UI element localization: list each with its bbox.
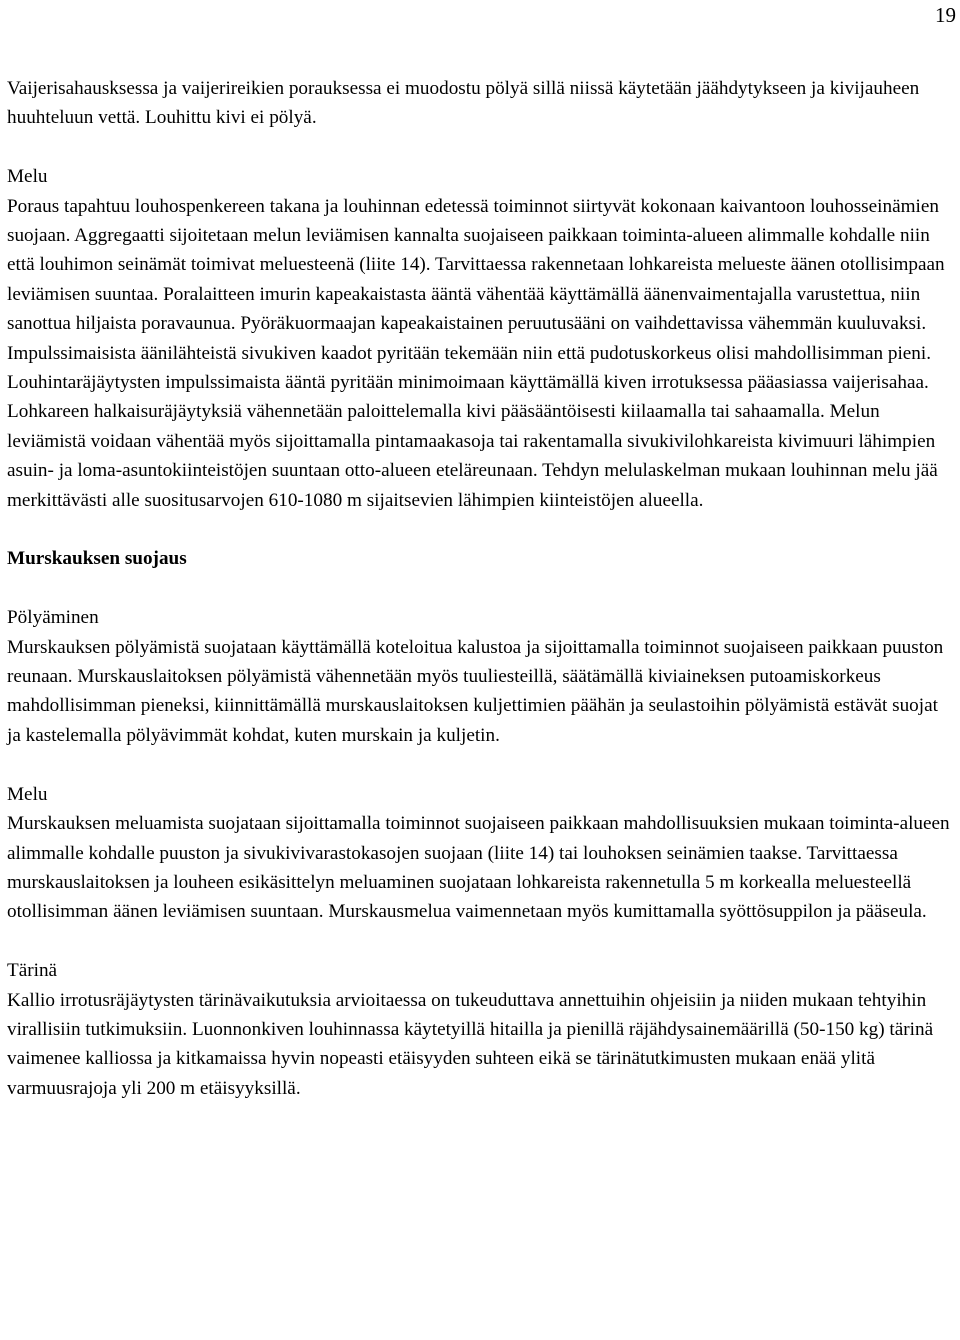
spacer bbox=[7, 927, 955, 956]
spacer bbox=[7, 133, 955, 162]
page-number: 19 bbox=[935, 3, 956, 27]
murskaus-melu-subheading: Melu bbox=[7, 783, 48, 805]
section-heading: Murskauksen suojaus bbox=[7, 548, 187, 570]
melu-paragraph: Poraus tapahtuu louhospenkereen takana ja louhinnan edetessä toiminnot siirtyvät kokonaan kaivantoon louhosseinämien suojaan. Aggregaatti sijoitetaan melun leviämisen kannalta suojaiseen paikkaan toiminta-alueen alimmalle kohdalle niin että louhimon seinämät toimivat meluesteenä (liite 14). Tarvittaessa rakennetaan lohkareista melueste äänen otollisimpaan leviämisen suuntaa. Poralaitteen imurin kapeakaistasta ääntä vähentää käyttämällä äänenvaimentajalla varustettua, niin sanottua hiljaista poravaunua. Pyöräkuormaajan kapeakaistainen peruutusääni on vaihdettavissa vähemmän kuuluvaksi. Impulssimaisista äänilähteistä sivukiven kaadot pyritään tekemään niin että pudotuskorkeus olisi mahdollisimman pieni. Louhintaräjäytysten impulssimaista ääntä pyritään minimoimaan käyttämällä kiven irrotuksessa pääasiassa vaijerisahaa. Lohkareen halkaisuräjäytyksiä vähennetään paloittelemalla kivi pääsääntöisesti kiilaamalla tai sahaamalla. Melun leviämistä voidaan vähentää myös sijoittamalla pintamaakasoja tai rakentamalla sivukivilohkareista kivimuuri lähimpien asuin- ja loma-asuntokiinteistöjen suuntaan otto-alueen eteläreunaan. Tehdyn melulaskelman mukaan louhinnan melu jää merkittävästi alle suositusarvojen 610-1080 m sijaitsevien lähimpien kiinteistöjen alueella. bbox=[7, 195, 945, 511]
spacer bbox=[7, 574, 955, 603]
polyaminen-subheading: Pölyäminen bbox=[7, 607, 99, 629]
intro-paragraph: Vaijerisahausksessa ja vaijerireikien porauksessa ei muodostu pölyä sillä niissä käytetään jäähdytykseen ja kivijauheen huuhteluun vettä. Louhittu kivi ei pölyä. bbox=[7, 78, 920, 129]
spacer bbox=[7, 515, 955, 544]
document-body bbox=[7, 74, 955, 1103]
melu-subheading: Melu bbox=[7, 166, 48, 188]
tarina-paragraph: Kallio irrotusräjäytysten tärinävaikutuksia arvioitaessa on tukeuduttava annettuihin ohjeisiin ja niiden mukaan tehtyihin virallisiin tutkimuksiin. Luonnonkiven louhinnassa käytetyillä hitailla ja pienillä räjähdysainemäärillä (50-150 kg) tärinä vaimenee kalliossa ja kitkamaissa hyvin nopeasti etäisyyden suhteen eikä se tärinätutkimusten mukaan enää ylitä varmuusrajoja yli 200 m etäisyyksillä. bbox=[7, 989, 934, 1099]
spacer bbox=[7, 750, 955, 779]
murskaus-melu-paragraph: Murskauksen meluamista suojataan sijoittamalla toiminnot suojaiseen paikkaan mahdollisuuksien mukaan toiminta-alueen alimmalle kohdalle puuston ja sivukivivarastokasojen suojaan (liite 14) tai louhoksen seinämien taakse. Tarvittaessa murskauslaitoksen ja louheen esikäsittelyn meluaminen suojataan lohkareista rakennetulla 5 m korkealla meluesteellä otollisimman äänen leviämisen suuntaan. Murskausmelua vaimennetaan myös kumittamalla syöttösuppilon ja pääseula. bbox=[7, 813, 950, 923]
tarina-subheading: Tärinä bbox=[7, 960, 58, 982]
polyaminen-paragraph: Murskauksen pölyämistä suojataan käyttämällä koteloitua kalustoa ja sijoittamalla toiminnot suojaiseen paikkaan puuston reunaan. Murskauslaitoksen pölyämistä vähennetään myös tuuliesteillä, säätämällä kiviaineksen putoamiskorkeus mahdollisimman pieneksi, kiinnittämällä murskauslaitoksen kuljettimien päähän ja seulastoihin pölyämistä estävät suojat ja kastelemalla pölyävimmät kohdat, kuten murskain ja kuljetin. bbox=[7, 636, 944, 746]
